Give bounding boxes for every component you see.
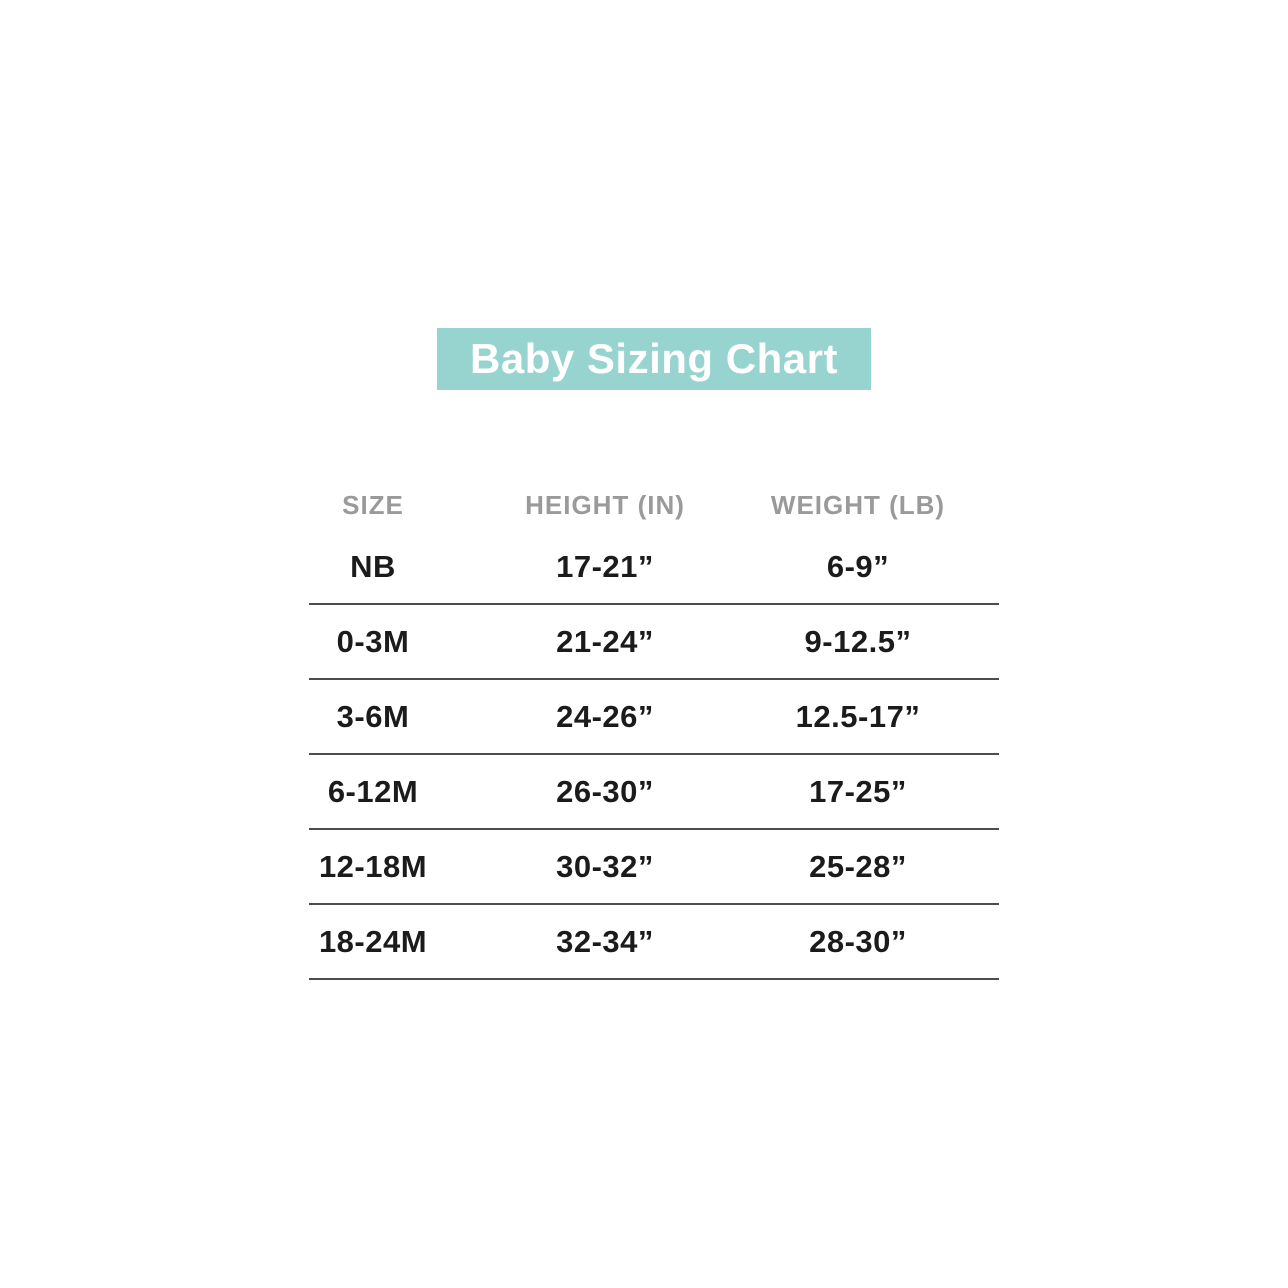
table-row — [309, 905, 999, 980]
weight-cell: 6-9” — [826, 548, 890, 584]
column-header-height: HEIGHT (IN) — [525, 489, 685, 520]
height-cell: 21-24” — [556, 623, 654, 659]
table-row — [309, 830, 999, 905]
height-cell: 24-26” — [556, 698, 654, 734]
title-banner — [437, 328, 871, 390]
weight-cell: 17-25” — [809, 773, 907, 809]
height-cell: 32-34” — [556, 923, 654, 959]
chart-title: Baby Sizing Chart — [470, 335, 838, 382]
table-row — [309, 755, 999, 830]
weight-cell: 28-30” — [809, 923, 907, 959]
table-row — [309, 680, 999, 755]
height-cell: 17-21” — [556, 548, 654, 584]
table-row — [309, 530, 999, 605]
size-cell: 0-3M — [336, 623, 410, 659]
size-table — [309, 480, 999, 980]
height-cell: 30-32” — [556, 848, 654, 884]
height-cell: 26-30” — [556, 773, 654, 809]
size-cell: 6-12M — [327, 773, 419, 809]
baby-sizing-chart — [309, 328, 999, 980]
column-header-size: SIZE — [342, 489, 404, 520]
weight-cell: 25-28” — [809, 848, 907, 884]
weight-cell: 9-12.5” — [804, 623, 912, 659]
table-header-row — [309, 480, 999, 530]
size-cell: 12-18M — [318, 848, 428, 884]
size-cell: 3-6M — [336, 698, 410, 734]
size-cell: NB — [350, 548, 396, 584]
column-header-weight: WEIGHT (LB) — [770, 489, 946, 520]
table-row — [309, 605, 999, 680]
size-cell: 18-24M — [318, 923, 428, 959]
weight-cell: 12.5-17” — [795, 698, 921, 734]
